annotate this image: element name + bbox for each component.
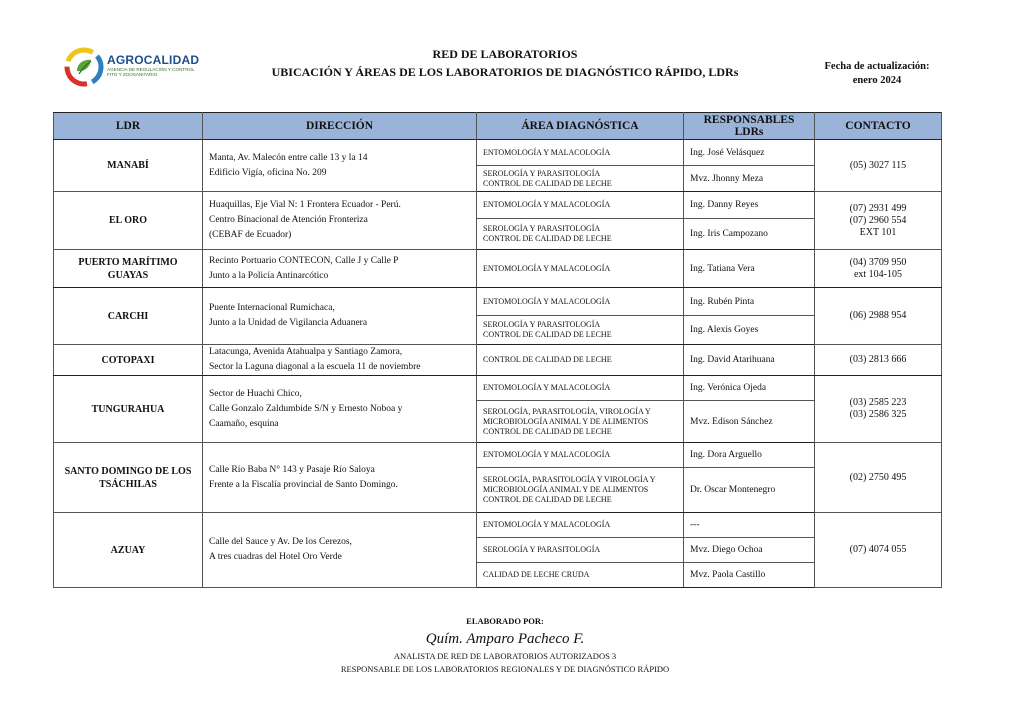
address-line: Junto a la Policía Antinarcótico	[209, 270, 329, 281]
column-header-ldr: LDR	[54, 113, 203, 140]
responsible-cell: Ing. David Atarihuana	[684, 345, 815, 376]
contact-cell	[815, 443, 942, 513]
table-row	[54, 140, 942, 166]
table-row	[54, 443, 942, 468]
diagnostic-area-cell	[477, 288, 684, 316]
diagnostic-area-line: ENTOMOLOGÍA Y MALACOLOGÍA	[483, 383, 611, 392]
address-cell	[203, 192, 477, 250]
responsible-cell: ---	[684, 513, 815, 538]
ldr-cell: TUNGURAHUA	[54, 376, 203, 443]
prepared-by-label: ELABORADO POR:	[466, 616, 544, 626]
contact-line: (07) 2960 554	[849, 214, 907, 226]
contact-cell	[815, 192, 942, 250]
table-header	[54, 113, 942, 140]
diagnostic-area-line: ENTOMOLOGÍA Y MALACOLOGÍA	[483, 147, 611, 157]
contact-line: (03) 2585 223	[849, 397, 907, 408]
agrocalidad-logo	[64, 47, 204, 91]
address-line: Caamaño, esquina	[209, 418, 279, 429]
column-header-area: ÁREA DIAGNÓSTICA	[477, 113, 684, 140]
contact-line: ext 104-105	[853, 268, 903, 280]
responsible-cell: Ing. Rubén Pinta	[684, 288, 815, 316]
diagnostic-area-cell	[477, 443, 684, 468]
diagnostic-area-line: MICROBIOLOGÍA ANIMAL Y DE ALIMENTOS	[483, 485, 649, 494]
logo-subtitle: AGENCIA DE REGULACIÓN Y CONTROL FITO Y ZOOSANITARIO	[107, 67, 195, 78]
address-line: Sector de Huachi Chico,	[209, 388, 302, 399]
ldr-cell: SANTO DOMINGO DE LOS TSÁCHILAS	[54, 443, 203, 513]
ldr-cell: COTOPAXI	[54, 345, 203, 376]
ldr-cell: EL ORO	[54, 192, 203, 250]
address-line: Manta, Av. Malecón entre calle 13 y la 14	[209, 152, 368, 163]
contact-line: (04) 3709 950	[849, 256, 907, 268]
diagnostic-area-cell	[477, 513, 684, 538]
table-header-row	[54, 113, 942, 140]
laboratories-table	[53, 112, 942, 588]
diagnostic-area-line: CONTROL DE CALIDAD DE LECHE	[483, 426, 612, 436]
diagnostic-area-line: ENTOMOLOGÍA Y MALACOLOGÍA	[483, 520, 611, 529]
ldr-cell: AZUAY	[54, 513, 203, 588]
diagnostic-area-line: CALIDAD DE LECHE CRUDA	[483, 570, 590, 579]
address-cell	[203, 513, 477, 588]
address-line: Recinto Portuario CONTECON, Calle J y Calle P	[209, 255, 399, 266]
diagnostic-area-line: CONTROL DE CALIDAD DE LECHE	[483, 495, 612, 504]
agrocalidad-emblem-icon	[64, 47, 104, 87]
responsible-cell: Dr. Oscar Montenegro	[684, 468, 815, 513]
address-line: Calle Río Baba N° 143 y Pasaje Río Saloya	[209, 464, 375, 475]
responsible-cell: Ing. Dora Arguello	[684, 443, 815, 468]
address-line: Frente a la Fiscalía provincial de Santo Domingo.	[209, 479, 398, 490]
contact-cell	[815, 288, 942, 345]
responsible-cell: Mvz. Edison Sánchez	[684, 401, 815, 443]
table-row	[54, 192, 942, 219]
ldr-cell: PUERTO MARÍTIMO GUAYAS	[54, 250, 203, 288]
responsible-cell: Mvz. Jhonny Meza	[684, 166, 815, 192]
diagnostic-area-line: SEROLOGÍA Y PARASITOLOGÍA	[483, 320, 601, 329]
responsible-cell: Ing. José Velásquez	[684, 140, 815, 166]
ldr-cell: CARCHI	[54, 288, 203, 345]
address-line: Sector la Laguna diagonal a la escuela 11 de noviembre	[209, 362, 421, 372]
address-line: Latacunga, Avenida Atahualpa y Santiago Zamora,	[209, 347, 403, 357]
table-row	[54, 250, 942, 288]
contact-cell	[815, 513, 942, 588]
table-row	[54, 288, 942, 316]
diagnostic-area-line: CONTROL DE CALIDAD DE LECHE	[483, 355, 612, 364]
diagnostic-area-cell	[477, 345, 684, 376]
responsible-cell: Ing. Danny Reyes	[684, 192, 815, 219]
diagnostic-area-line: ENTOMOLOGÍA Y MALACOLOGÍA	[483, 200, 611, 209]
address-cell	[203, 443, 477, 513]
diagnostic-area-line: CONTROL DE CALIDAD DE LECHE	[483, 178, 612, 188]
address-line: Centro Binacional de Atención Fronteriza	[209, 215, 368, 225]
logo-name: AGROCALIDAD	[107, 53, 200, 67]
diagnostic-area-cell	[477, 376, 684, 401]
diagnostic-area-line: SEROLOGÍA, PARASITOLOGÍA Y VIROLOGÍA Y	[483, 475, 656, 484]
responsible-cell: Mvz. Diego Ochoa	[684, 538, 815, 563]
address-cell	[203, 376, 477, 443]
diagnostic-area-cell	[477, 316, 684, 345]
update-date-label: Fecha de actualización:	[824, 61, 930, 72]
page-title: RED DE LABORATORIOS	[432, 47, 578, 61]
contact-line: (06) 2988 954	[849, 310, 907, 321]
address-line: Edificio Vigía, oficina No. 209	[209, 167, 327, 178]
table-row	[54, 376, 942, 401]
diagnostic-area-cell	[477, 192, 684, 219]
diagnostic-area-cell	[477, 219, 684, 250]
address-cell	[203, 250, 477, 288]
contact-line: (05) 3027 115	[849, 159, 907, 171]
diagnostic-area-line: ENTOMOLOGÍA Y MALACOLOGÍA	[483, 263, 611, 273]
diagnostic-area-cell	[477, 250, 684, 288]
responsible-cell: Ing. Verónica Ojeda	[684, 376, 815, 401]
address-cell	[203, 140, 477, 192]
address-line: Calle del Sauce y Av. De los Cerezos,	[209, 537, 352, 547]
contact-line: (03) 2813 666	[849, 354, 907, 365]
page-subtitle: UBICACIÓN Y ÁREAS DE LOS LABORATORIOS DE DIAGNÓSTICO RÁPIDO, LDRs	[271, 65, 739, 79]
address-cell	[203, 288, 477, 345]
column-header-direccion: DIRECCIÓN	[203, 113, 477, 140]
diagnostic-area-cell	[477, 563, 684, 588]
responsible-cell: Ing. Tatiana Vera	[684, 250, 815, 288]
signer-responsibility: RESPONSABLE DE LOS LABORATORIOS REGIONALES Y DE DIAGNÓSTICO RÁPIDO	[340, 664, 670, 674]
address-line: (CEBAF de Ecuador)	[209, 230, 292, 240]
responsible-cell: Mvz. Paola Castillo	[684, 563, 815, 588]
address-cell	[203, 345, 477, 376]
diagnostic-area-line: SEROLOGÍA Y PARASITOLOGÍA	[483, 224, 601, 233]
diagnostic-area-cell	[477, 140, 684, 166]
diagnostic-area-line: SEROLOGÍA Y PARASITOLOGÍA	[483, 168, 601, 178]
diagnostic-area-line: CONTROL DE CALIDAD DE LECHE	[483, 234, 612, 243]
table-body	[54, 140, 942, 588]
diagnostic-area-line: CONTROL DE CALIDAD DE LECHE	[483, 330, 612, 339]
diagnostic-area-cell	[477, 401, 684, 443]
diagnostic-area-line: ENTOMOLOGÍA Y MALACOLOGÍA	[483, 450, 611, 459]
column-header-responsables: RESPONSABLES LDRs	[684, 113, 815, 140]
address-line: Calle Gonzalo Zaldumbide S/N y Ernesto Noboa y	[209, 403, 403, 414]
address-line: Junto a la Unidad de Vigilancia Aduanera	[209, 318, 368, 328]
diagnostic-area-line: MICROBIOLOGÍA ANIMAL Y DE ALIMENTOS	[483, 416, 649, 426]
contact-line: (07) 4074 055	[849, 544, 907, 555]
signer-role: ANALISTA DE RED DE LABORATORIOS AUTORIZADOS 3	[393, 651, 617, 661]
contact-cell	[815, 345, 942, 376]
table-row	[54, 513, 942, 538]
responsible-cell: Ing. Iris Campozano	[684, 219, 815, 250]
diagnostic-area-line: SEROLOGÍA, PARASITOLOGÍA, VIROLOGÍA Y	[483, 406, 651, 416]
diagnostic-area-line: ENTOMOLOGÍA Y MALACOLOGÍA	[483, 296, 611, 306]
signature: Quím. Amparo Pacheco F.	[425, 631, 585, 647]
contact-cell	[815, 140, 942, 192]
contact-cell	[815, 250, 942, 288]
column-header-contacto: CONTACTO	[815, 113, 942, 140]
contact-cell	[815, 376, 942, 443]
ldr-cell: MANABÍ	[54, 140, 203, 192]
responsible-cell: Ing. Alexis Goyes	[684, 316, 815, 345]
contact-line: (02) 2750 495	[849, 471, 907, 483]
address-line: A tres cuadras del Hotel Oro Verde	[209, 552, 342, 562]
contact-line: (03) 2586 325	[849, 409, 907, 420]
address-line: Puente Internacional Rumichaca,	[209, 303, 335, 313]
contact-line: (07) 2931 499	[849, 202, 907, 214]
update-date-value: enero 2024	[852, 75, 902, 86]
table-row	[54, 345, 942, 376]
diagnostic-area-cell	[477, 166, 684, 192]
address-line: Huaquillas, Eje Vial N: 1 Frontera Ecuador - Perú.	[209, 200, 401, 210]
diagnostic-area-cell	[477, 468, 684, 513]
diagnostic-area-cell	[477, 538, 684, 563]
diagnostic-area-line: SEROLOGÍA Y PARASITOLOGÍA	[483, 545, 601, 554]
contact-line: EXT 101	[859, 226, 897, 238]
